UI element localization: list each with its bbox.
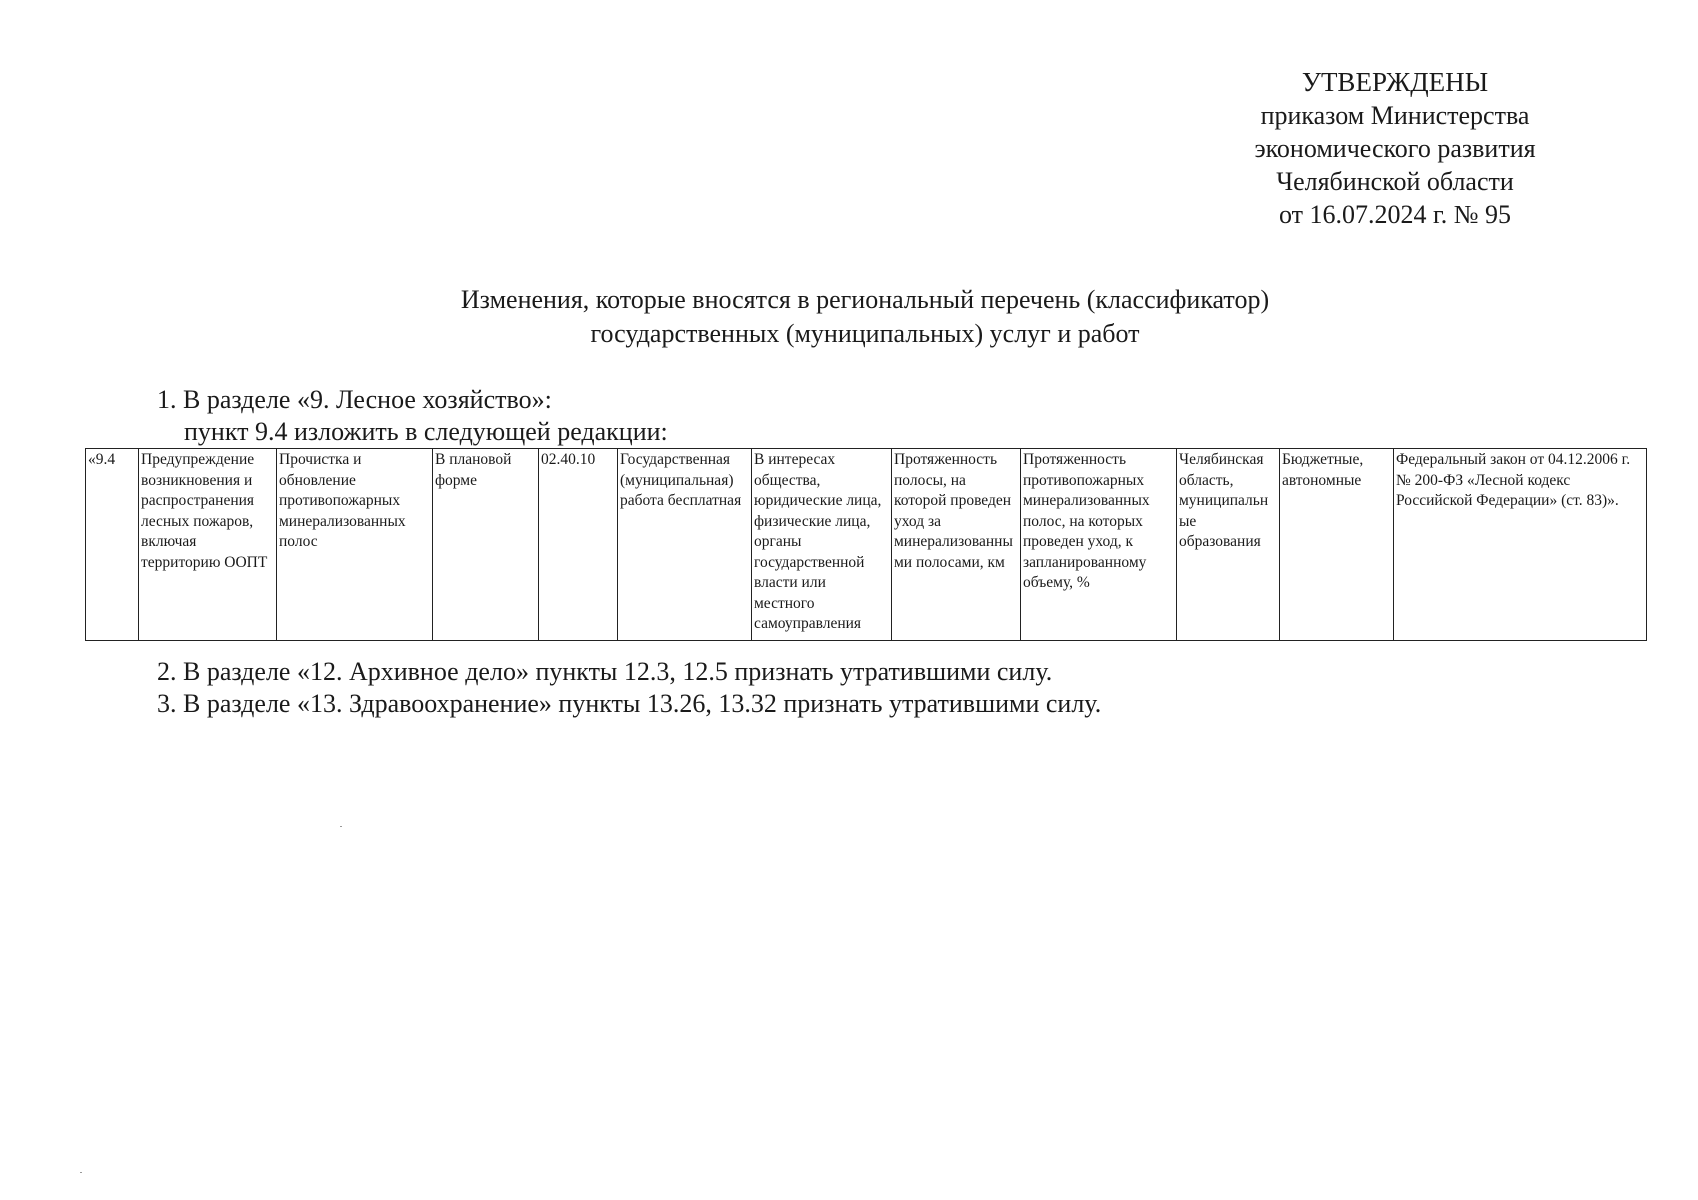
cell-legal-basis: Федеральный закон от 04.12.2006 г. № 200-ФЗ «Лесной кодекс Российской Федерации» (ст. 83)». [1394,449,1647,641]
cell-number: «9.4 [86,449,139,641]
document-title-line-1: Изменения, которые вносятся в региональный перечень (классификатор) [460,285,1270,314]
item-1 [157,384,668,448]
cell-volume-indicator: Протяженность полосы, на которой проведен уход за минерализованными полосами, км [892,449,1021,641]
cell-provider: Челябинская область, муниципальные образования [1177,449,1280,641]
item-1-text: 1. В разделе «9. Лесное хозяйство»: [157,385,552,414]
approval-title: УТВЕРЖДЕНЫ [1301,67,1489,97]
cell-consumers: В интересах общества, юридические лица, физические лица, органы государственной власти или местного самоуправления [752,449,892,641]
services-table [85,448,1647,641]
document-title [250,283,1480,351]
cell-content: Прочистка и обновление противопожарных минерализованных полос [277,449,433,641]
document-title-line-2: государственных (муниципальных) услуг и работ [590,319,1140,348]
cell-service-name: Предупреждение возникновения и распространения лесных пожаров, включая территорию ООПТ [139,449,277,641]
approval-line-1: приказом Министерства [1260,101,1530,130]
item-3: 3. В разделе «13. Здравоохранение» пункты 13.26, 13.32 признать утратившими силу. [157,689,1102,718]
item-2: 2. В разделе «12. Архивное дело» пункты 12.3, 12.5 признать утратившими силу. [157,657,1053,686]
scan-speck [340,826,342,827]
cell-form: В плановой форме [433,449,539,641]
cell-okved-code: 02.40.10 [539,449,618,641]
item-1-subtext: пункт 9.4 изложить в следующей редакции: [184,417,668,446]
approval-date-line: от 16.07.2024 г. № 95 [1278,200,1512,229]
table-row [86,449,1647,641]
cell-quality-indicator: Протяженность противопожарных минерализованных полос, на которых проведен уход, к запланированному объему, % [1021,449,1177,641]
approval-line-2: экономического развития [1254,134,1536,163]
approval-block [1170,66,1620,231]
approval-line-3: Челябинской области [1276,167,1514,196]
cell-type: Государственная (муниципальная) работа бесплатная [618,449,752,641]
scan-speck [80,1172,82,1173]
cell-institution-type: Бюджетные, автономные [1280,449,1394,641]
